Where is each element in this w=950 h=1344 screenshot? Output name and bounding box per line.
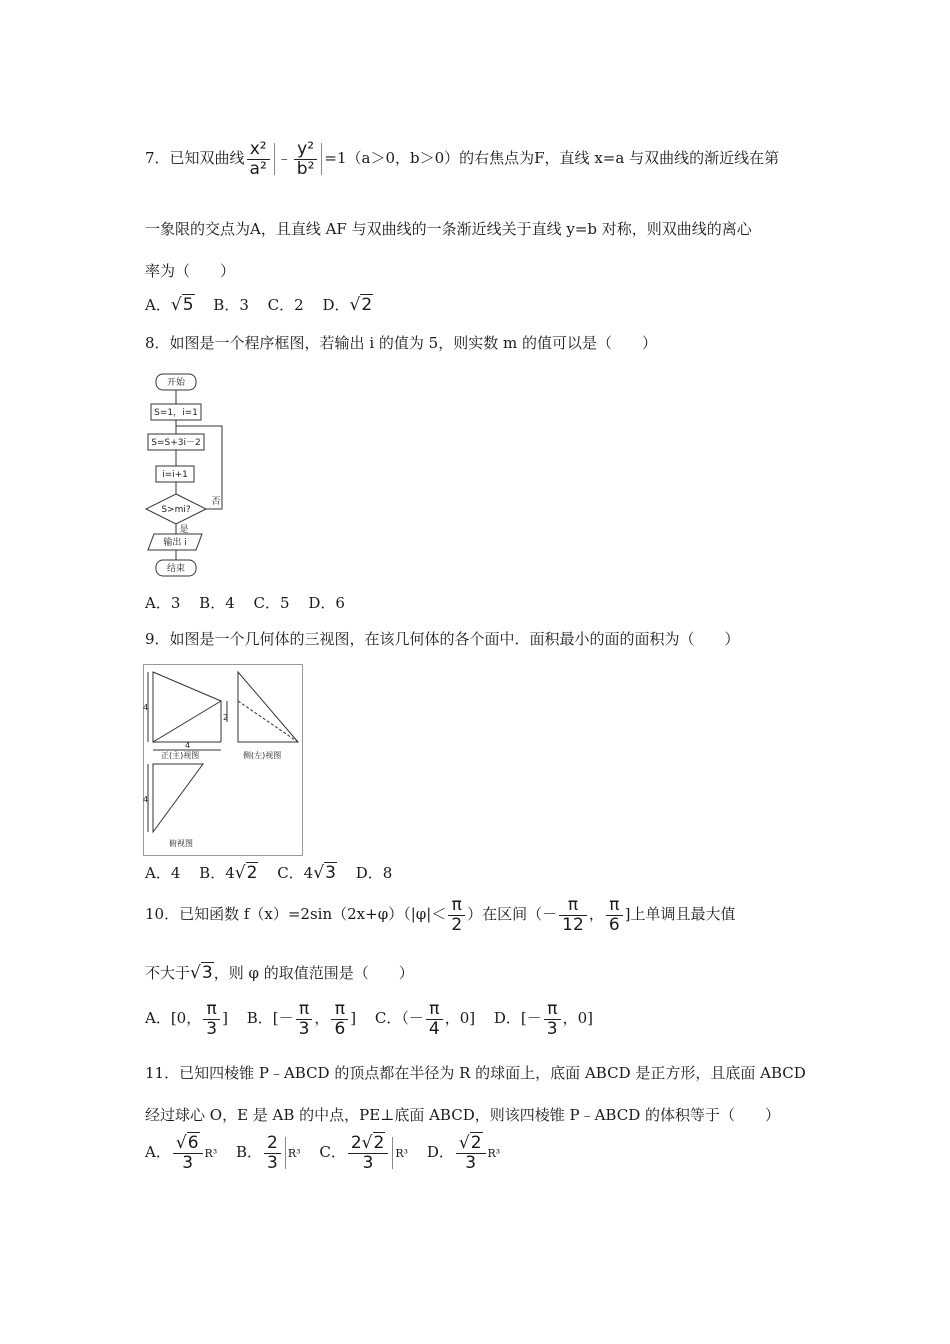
flow-end: 结束	[166, 564, 186, 574]
q9-options: A．4 B．4√2 C．4√3 D．8	[145, 863, 393, 883]
q7-options: A．√5 B．3 C．2 D．√2	[145, 295, 373, 315]
q11-line2: 经过球心 O，E 是 AB 的中点，PE⊥底面 ABCD，则该四棱锥 P﹣ABCD 的体积等于（ ）	[145, 1106, 780, 1124]
q11-options: A． $\frac{√6}{3}$ R³ B． $\frac{2}{3}$ R³ C． $\frac{2√2}{3}$ R³ D． $\frac{√2}{3}$ R³	[145, 1133, 501, 1173]
flow-update: S=S+3i－2	[151, 438, 201, 448]
q10-line2: 不大于√3，则 φ 的取值范围是（ ）	[145, 963, 414, 983]
top-label: 俯视图	[169, 839, 193, 848]
q11-line1: 11．已知四棱锥 P﹣ABCD 的顶点都在半径为 R 的球面上，底面 ABCD 是正方形，且底面 ABCD	[145, 1064, 806, 1082]
q7-line3: 率为（ ）	[145, 262, 236, 280]
flow-no: 否	[211, 497, 221, 507]
front-height: 4	[143, 703, 149, 712]
fraction-y2-b2: $\frac{\text{y²}}{\text{b²}}$	[294, 140, 318, 178]
q8-stem: 8．如图是一个程序框图，若输出 i 的值为 5，则实数 m 的值可以是（ ）	[145, 334, 657, 352]
fraction-x2-a2: $\frac{\text{x²}}{\text{a²}}$	[247, 140, 270, 178]
front-width: 4	[185, 741, 191, 750]
q8-flowchart	[140, 368, 240, 584]
top-height: 4	[143, 795, 149, 804]
q7-line2: 一象限的交点为A，且直线 AF 与双曲线的一条渐近线关于直线 y=b 对称，则双曲线的离心	[145, 220, 752, 238]
side-label: 侧(左)视图	[243, 751, 282, 760]
q10-options: A．[0， $\frac{\pi}{3}$ ] B．[－ $\frac{\pi}{3}$ ， $\frac{\pi}{6}$ ] C．（－ $\frac{\pi}{4}$ ，0] D．[－ $\frac{\pi}{3}$ ，0]	[145, 999, 594, 1039]
q8-options: A．3 B．4 C．5 D．6	[145, 594, 345, 612]
flow-cond: S>mi?	[161, 505, 191, 515]
flow-inc: i=i+1	[162, 470, 188, 480]
flow-start: 开始	[166, 378, 186, 388]
flow-init: S=1，i=1	[154, 408, 198, 418]
flow-yes: 是	[179, 525, 189, 535]
q10-line1: 10．已知函数 f（x）=2sin（2x+φ）（|φ|＜ $\frac{\pi}{2}$ ）在区间（－ $\frac{\pi}{12}$ ， $\frac{\pi}{6}$ ]上单调且最大值	[145, 895, 736, 935]
q7-line1: 7．已知双曲线 $\frac{\text{x²}}{\text{a²}}$ ﹣ $\frac{\text{y²}}{\text{b²}}$ =1（a＞0，b＞0）的右焦点为F，直线 x=a 与双曲线的渐近线在第	[145, 139, 780, 179]
flow-out: 输出 i	[163, 538, 187, 548]
side-height: 2	[223, 713, 229, 722]
q9-three-views	[143, 664, 303, 856]
q9-stem: 9．如图是一个几何体的三视图，在该几何体的各个面中．面积最小的面的面积为（ ）	[145, 630, 740, 648]
front-label: 正(主)视图	[161, 751, 200, 760]
